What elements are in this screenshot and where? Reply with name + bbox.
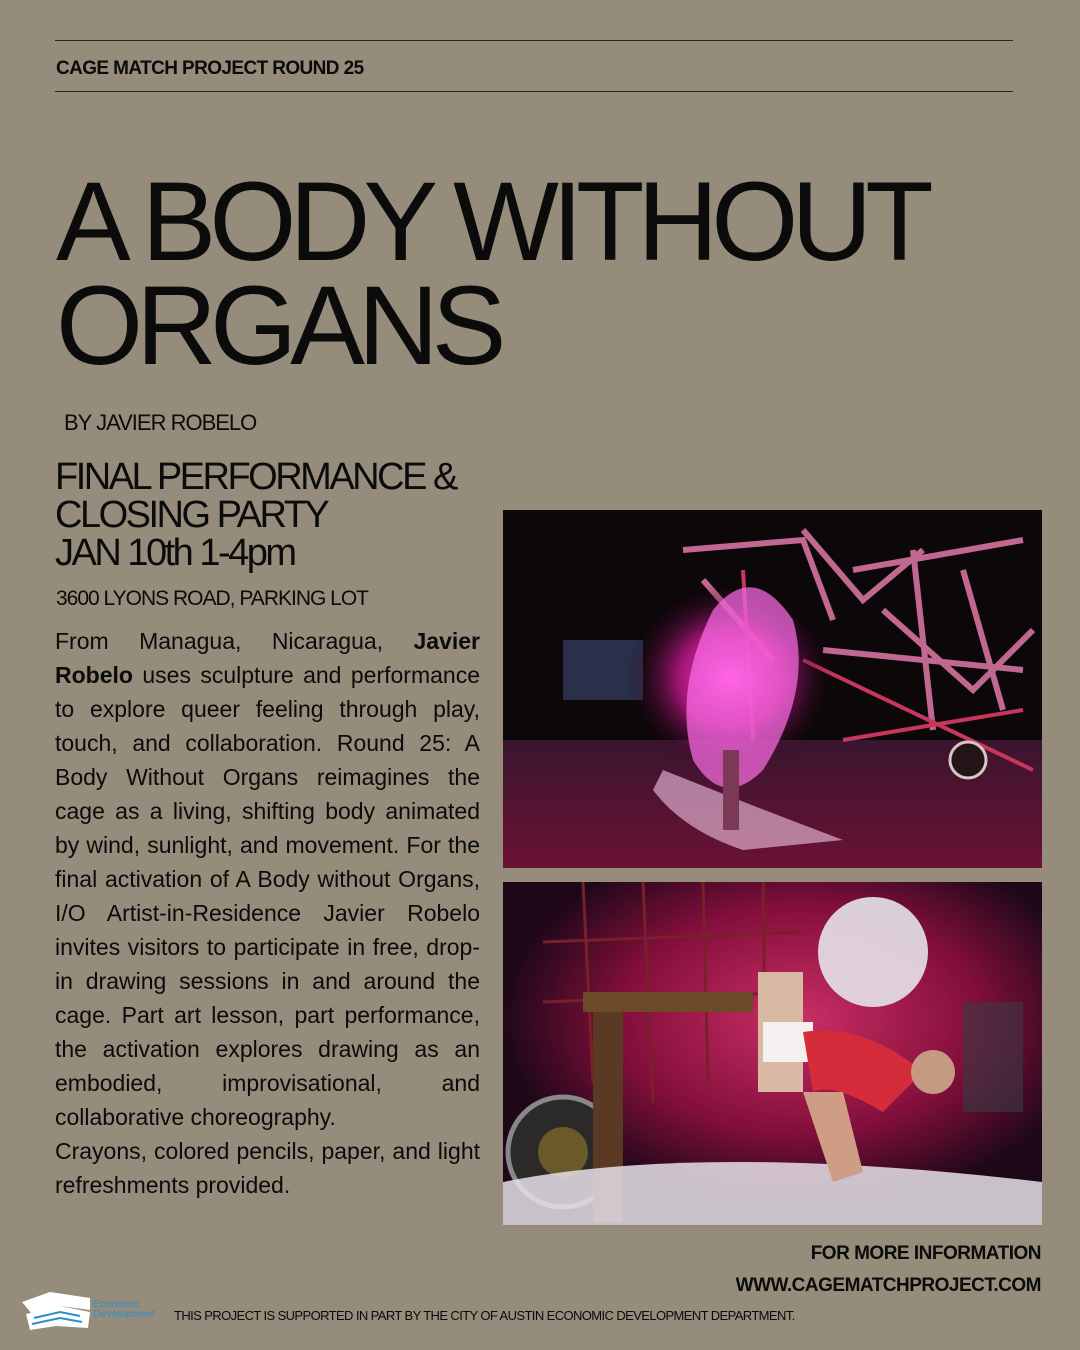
project-kicker: CAGE MATCH PROJECT ROUND 25 xyxy=(56,58,364,79)
more-info-label: FOR MORE INFORMATION xyxy=(810,1243,1041,1264)
event-line-2: CLOSING PARTY xyxy=(55,494,328,536)
provided-note: Crayons, colored pencils, paper, and light refreshments provided. xyxy=(55,1138,480,1198)
performance-photo-2 xyxy=(503,882,1042,1225)
logo-line-2: Development xyxy=(93,1308,155,1320)
top-rule xyxy=(55,40,1013,41)
logo-line-1: Economic xyxy=(93,1298,140,1310)
kicker-rule xyxy=(55,91,1013,92)
logo-text xyxy=(93,1299,155,1319)
website-link[interactable]: WWW.CAGEMATCHPROJECT.COM xyxy=(735,1275,1041,1296)
description-paragraph xyxy=(55,624,480,1134)
event-date: JAN 10th 1-4pm xyxy=(55,532,295,574)
byline: BY JAVIER ROBELO xyxy=(64,410,257,435)
performance-photo-1 xyxy=(503,510,1042,868)
event-heading xyxy=(55,458,525,572)
description-intro: From Managua, Nicaragua, xyxy=(55,628,414,654)
event-line-1: FINAL PERFORMANCE & xyxy=(55,456,456,498)
description-rest: uses sculpture and performance to explore queer feeling through play, touch, and collaboration. Round 25: A Body Without Organs reimagines the cage as a living, shifting body animated by wind, sunlight, and movement. For the final activation of A Body without Organs, I/O Artist-in-Residence Javier Robelo invites visitors to participate in free, drop-in drawing sessions in and around the cage. Part art lesson, part performance, the activation explores drawing as an embodied, improvisational, and collaborative choreography. xyxy=(55,662,480,1130)
title-line-2: ORGANS xyxy=(56,263,500,388)
title-line-1: A BODY WITHOUT xyxy=(56,159,927,284)
artist-name: Javier Robelo xyxy=(55,628,480,688)
page-title xyxy=(56,159,1046,388)
description xyxy=(55,624,480,1202)
support-credit: THIS PROJECT IS SUPPORTED IN PART BY THE CITY OF AUSTIN ECONOMIC DEVELOPMENT DEPARTMENT. xyxy=(174,1308,795,1323)
more-info xyxy=(736,1238,1041,1302)
event-address: 3600 LYONS ROAD, PARKING LOT xyxy=(56,587,368,610)
